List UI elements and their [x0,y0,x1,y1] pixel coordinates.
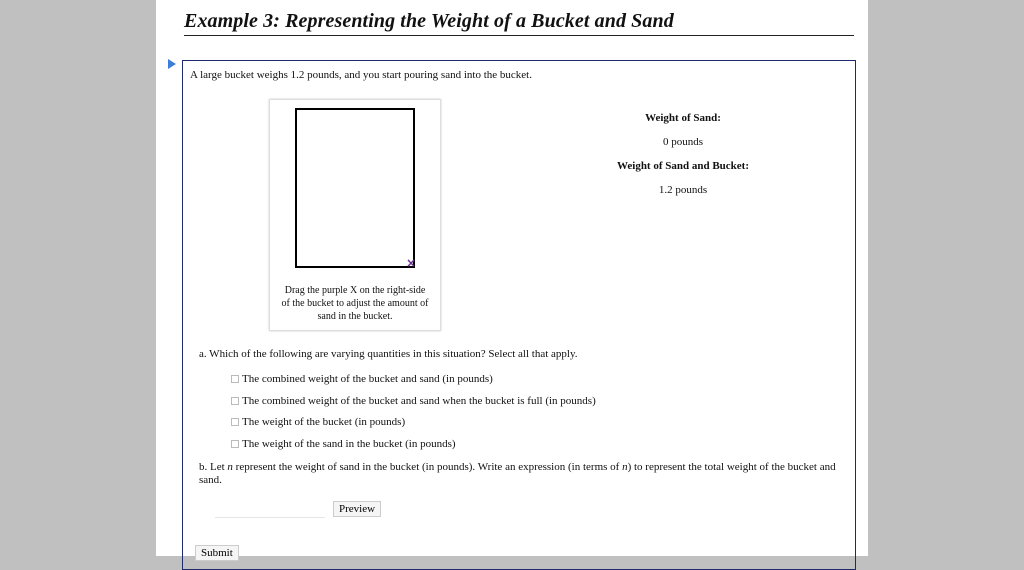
sand-weight-value: 0 pounds [662,136,704,148]
option-row[interactable] [231,416,596,438]
question-b-prompt [199,461,849,487]
submit-button[interactable]: Submit [195,545,239,561]
option-row[interactable] [231,438,596,460]
sand-weight-label: Weight of Sand: [645,112,721,124]
collapse-arrow-icon[interactable] [168,59,176,69]
option-row[interactable] [231,395,596,417]
question-panel [182,60,856,570]
option-checkbox[interactable] [231,440,239,448]
simulation-caption: Drag the purple X on the right-side of the bucket to adjust the amount of sand in the bucket. [281,285,429,322]
variable-n: n [622,461,628,473]
variable-n: n [227,461,233,473]
option-label: The combined weight of the bucket and sand (in pounds) [242,373,493,385]
content-page [156,0,868,559]
option-label: The combined weight of the bucket and sand when the bucket is full (in pounds) [242,394,596,407]
intro-text: A large bucket weighs 1.2 pounds, and you start pouring sand into the bucket. [190,69,532,81]
expression-input[interactable] [215,501,325,518]
preview-button[interactable]: Preview [333,501,381,517]
question-b-text-3: ) to represent the total weight of the bucket and sand. [199,461,836,486]
option-label: The weight of the sand in the bucket (in pounds) [242,437,456,450]
option-checkbox[interactable] [231,397,239,405]
option-checkbox[interactable] [231,418,239,426]
sand-drag-handle-icon[interactable]: × [405,256,417,270]
total-weight-value: 1.2 pounds [658,184,708,196]
question-a-prompt: a. Which of the following are varying quantities in this situation? Select all that apply. [199,348,578,360]
question-b-text-1: b. Let [199,461,228,473]
weight-readout [603,111,763,207]
total-weight-label: Weight of Sand and Bucket: [616,160,750,172]
option-checkbox[interactable] [231,375,239,383]
page-title: Example 3: Representing the Weight of a Bucket and Sand [184,10,854,36]
bucket-outline [295,108,415,268]
question-b-text-2: represent the weight of sand in the bucket (in pounds). Write an expression (in terms of [232,461,623,473]
question-a-options [231,373,596,459]
option-row[interactable] [231,373,596,395]
bucket-simulation [269,99,441,331]
option-label: The weight of the bucket (in pounds) [242,416,406,428]
